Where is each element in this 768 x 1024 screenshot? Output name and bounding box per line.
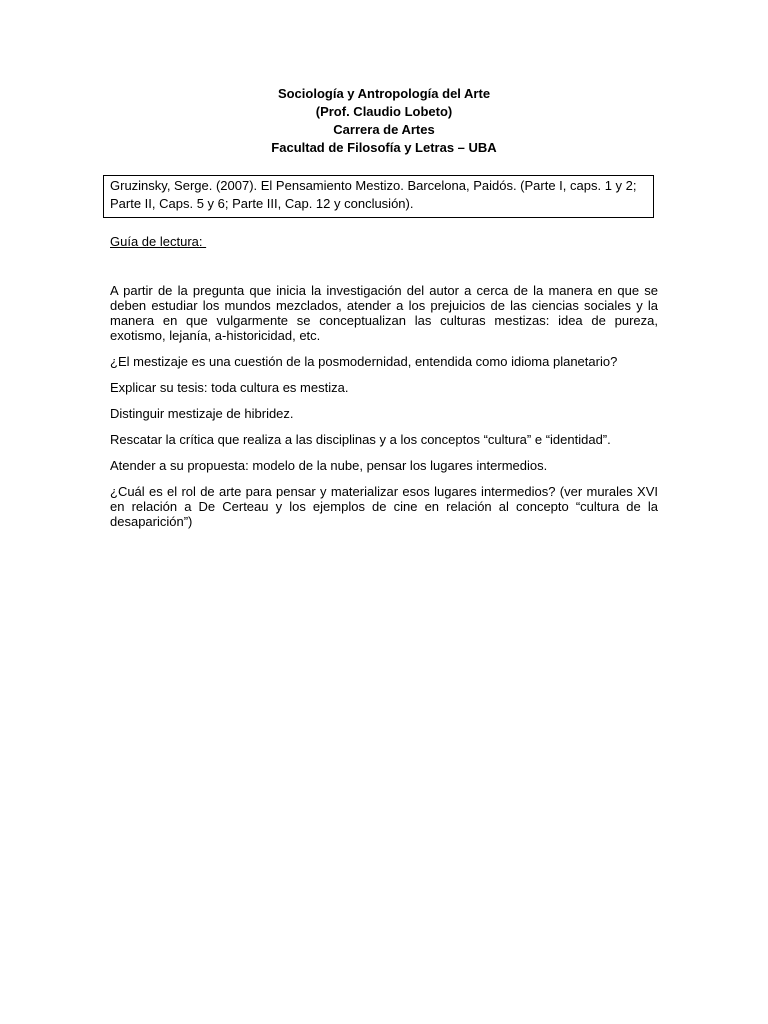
guide-paragraph: A partir de la pregunta que inicia la investigación del autor a cerca de la manera en que se deben estudiar los mundos mezclados, atender a los prejuicios de las ciencias sociales y la manera en que vulgarmente se conceptualizan las culturas mestizas: idea de pureza, exotismo, lejanía, a-historicidad, etc. [110,283,658,343]
document-header [110,85,658,157]
reading-guide-heading: Guía de lectura: [110,234,207,249]
course-title: Sociología y Antropología del Arte [277,86,491,101]
bibliographic-reference-box [103,175,654,218]
professor-name: (Prof. Claudio Lobeto) [315,104,453,119]
guide-paragraph: ¿Cuál es el rol de arte para pensar y materializar esos lugares intermedios? (ver murales XVI en relación a De Certeau y los ejemplos de cine en relación al concepto “cultura de la desaparición”) [110,484,658,529]
faculty-name: Facultad de Filosofía y Letras – UBA [271,140,497,155]
reading-guide-body [110,283,658,540]
guide-paragraph: Atender a su propuesta: modelo de la nube, pensar los lugares intermedios. [110,458,548,473]
guide-paragraph: Distinguir mestizaje de hibridez. [110,406,294,421]
guide-paragraph: Explicar su tesis: toda cultura es mestiza. [110,380,349,395]
guide-paragraph: ¿El mestizaje es una cuestión de la posmodernidad, entendida como idioma planetario? [110,354,618,369]
guide-paragraph: Rescatar la crítica que realiza a las disciplinas y a los conceptos “cultura” e “identidad”. [110,432,611,447]
bibliographic-reference: Gruzinsky, Serge. (2007). El Pensamiento Mestizo. Barcelona, Paidós. (Parte I, caps. 1 y 2; Parte II, Caps. 5 y 6; Parte III, Cap. 12 y conclusión). [110,178,637,211]
career-name: Carrera de Artes [333,122,435,137]
